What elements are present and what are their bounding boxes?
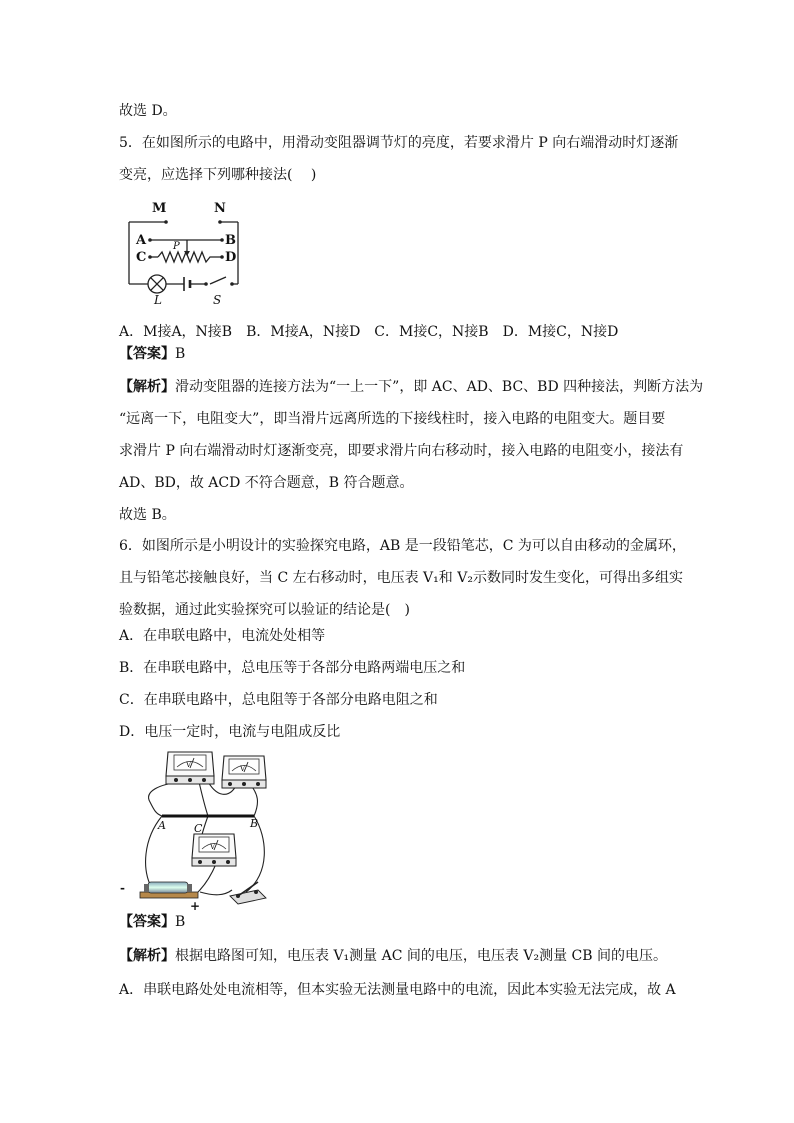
q6-analysis-tag: 【解析】 (119, 948, 175, 964)
q6-label-A: A (158, 819, 166, 832)
q5-label-M: M (152, 201, 167, 216)
q6-stem-line3: 验数据，通过此实验探究可以验证的结论是( ) (119, 602, 410, 618)
q5-label-L: L (154, 293, 162, 307)
q4-conclusion: 故选 D。 (119, 103, 177, 119)
q6-stem-line2: 且与铅笔芯接触良好，当 C 左右移动时，电压表 V₁和 V₂示数同时发生变化，可得出多组实 (119, 570, 683, 586)
q5-answer-tag: 【答案】 (119, 346, 175, 362)
q5-analysis-line2: “远离一下，电阻变大”，即当滑片远离所选的下接线柱时，接入电路的电阻变大。题目要 (119, 411, 666, 427)
battery-plus-label: + (190, 899, 201, 912)
q5-label-S: S (213, 293, 222, 307)
q5-analysis-line1 (119, 377, 704, 397)
bottom-meter-letter: V (210, 843, 216, 851)
q5-stem-line2: 变亮，应选择下列哪种接法( ) (119, 167, 317, 183)
q5-analysis-tag: 【解析】 (119, 379, 175, 395)
q6-option-a: A．在串联电路中，电流处处相等 (119, 628, 326, 644)
q6-analysis-line1 (119, 946, 679, 966)
battery-minus-label: - (120, 881, 125, 895)
q6-option-c: C．在串联电路中，总电阻等于各部分电路电阻之和 (119, 692, 438, 708)
q6-experiment-diagram (118, 746, 284, 912)
q5-conclusion: 故选 B。 (119, 507, 176, 523)
q6-analysis-text1: 根据电路图可知，电压表 V₁测量 AC 间的电压，电压表 V₂测量 CB 间的电压。 (175, 948, 667, 964)
q5-label-P: P (173, 241, 180, 252)
v1-meter-letter: V (186, 761, 192, 769)
q6-answer-tag: 【答案】 (119, 914, 175, 930)
q6-option-d: D．电压一定时，电流与电阻成反比 (119, 724, 341, 740)
q5-analysis-line4: AD、BD，故 ACD 不符合题意，B 符合题意。 (119, 475, 414, 491)
q5-answer-line (119, 344, 679, 364)
q6-answer-line (119, 912, 679, 932)
q6-label-C: C (194, 822, 203, 835)
q6-option-b: B．在串联电路中，总电压等于各部分电路两端电压之和 (119, 660, 466, 676)
q5-label-C: C (136, 250, 147, 265)
battery-holder (140, 882, 198, 898)
q5-answer: B (175, 346, 186, 362)
q5-options: A．M接A，N接B B．M接A，N接D C．M接C，N接B D．M接C，N接D (119, 324, 619, 340)
q5-label-D: D (225, 250, 237, 265)
q5-label-A: A (136, 233, 147, 248)
voltmeter-bottom (192, 834, 236, 866)
q6-stem-line1: 6．如图所示是小明设计的实验探究电路，AB 是一段铅笔芯，C 为可以自由移动的金属环， (119, 538, 686, 554)
switch (230, 882, 266, 904)
q5-label-B: B (225, 233, 236, 248)
q6-analysis-line2: A．串联电路处处电流相等，但本实验无法测量电路中的电流，因此本实验无法完成，故 A (119, 982, 676, 998)
voltmeter-v1 (166, 752, 214, 784)
q5-analysis-text1: 滑动变阻器的连接方法为“一上一下”，即 AC、AD、BC、BD 四种接法，判断方法为 (175, 379, 704, 395)
q5-circuit-diagram (124, 196, 254, 308)
q6-answer: B (175, 914, 186, 930)
q5-label-N: N (214, 201, 226, 216)
q5-stem-line1: 5．在如图所示的电路中，用滑动变阻器调节灯的亮度，若要求滑片 P 向右端滑动时灯逐渐 (119, 135, 679, 151)
q6-label-B: B (250, 817, 259, 830)
q5-analysis-line3: 求滑片 P 向右端滑动时灯逐渐变亮，即要求滑片向右移动时，接入电路的电阻变小，接法有 (119, 443, 684, 459)
v2-meter-letter: V (240, 765, 246, 773)
voltmeter-v2 (222, 756, 266, 788)
